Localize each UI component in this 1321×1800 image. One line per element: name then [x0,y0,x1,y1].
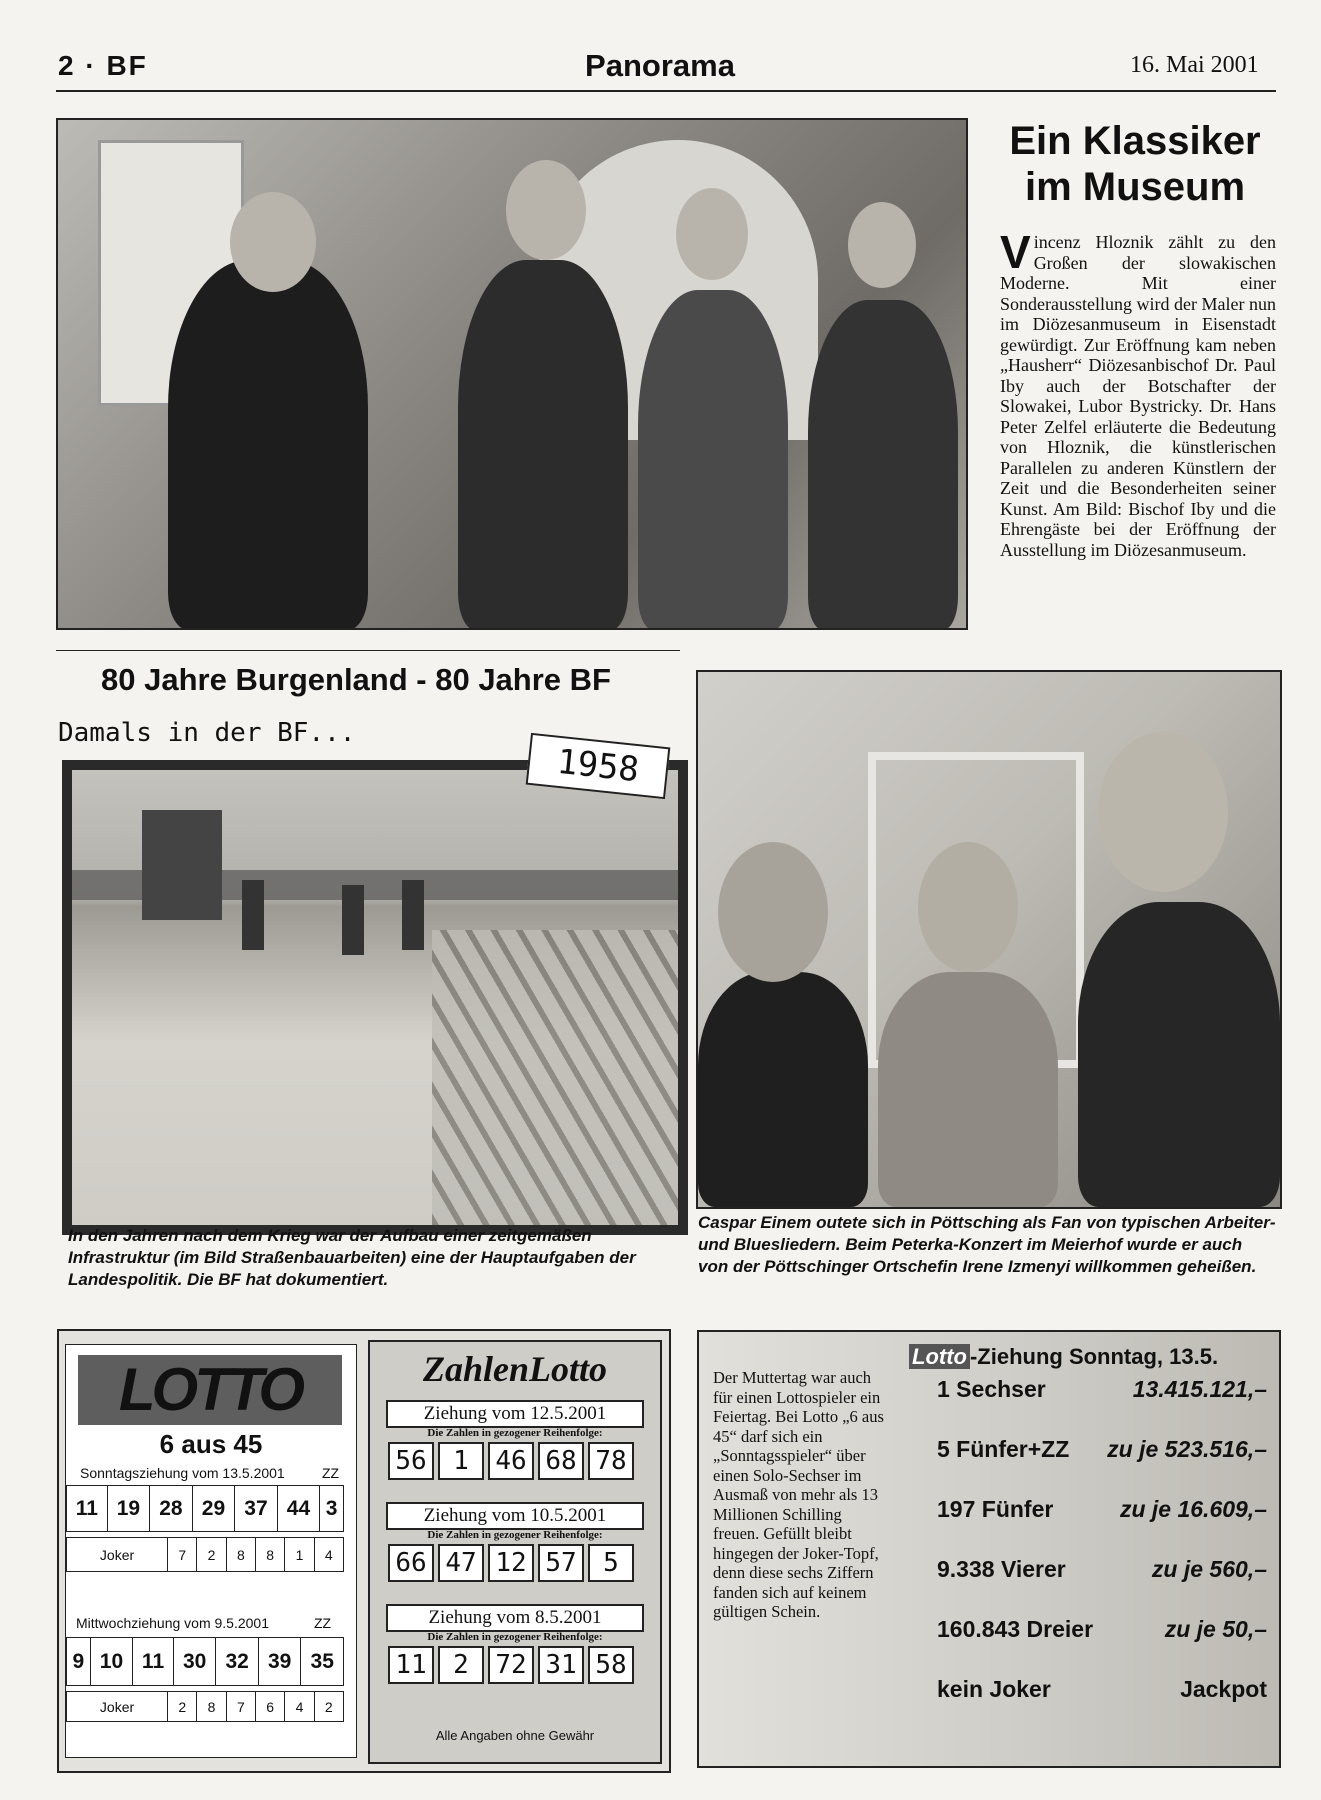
museum-photo [56,118,968,630]
zl-d3-n5: 58 [588,1646,634,1684]
result-row-1-right: 13.415.121,– [1132,1376,1267,1402]
result-row-6-left: kein Joker [937,1676,1051,1702]
draw1-j1: 7 [168,1538,197,1572]
museum-body: incenz Hloznik zählt zu den Großen der slowakischen Moderne. Mit einer Sonderausstellung wird der Maler nun im Diözesanmuseum in Eisenstadt gewürdigt. Zur Eröffnung kam neben „Hausherr“ Diözesanbischof Dr. Paul Iby auch der Botschafter der Slowakei, Lubor Bystricky. Dr. Hans Peter Zelfel erläuterte die Bedeutung von Hloznik, die künstlerischen Parallelen zu anderen Künstlern der Zeit und die Besonderheiten seiner Kunst. Am Bild: Bischof Iby und die Ehrengäste bei der Eröffnung der Ausstellung im Diözesanmuseum. [1000,232,1276,560]
result-row-2-left: 5 Fünfer+ZZ [937,1436,1070,1462]
result-row-1-left: 1 Sechser [937,1376,1046,1402]
zl-d1-n5: 78 [588,1442,634,1480]
bishop-figure [168,260,368,630]
draw1-n3: 28 [150,1486,193,1532]
draw1-j3: 8 [226,1538,255,1572]
roller [142,810,222,920]
joker-label-1: Joker [67,1538,168,1572]
zl-draw3-label: Ziehung vom 8.5.2001 [386,1604,644,1632]
draw1-n2: 19 [107,1486,150,1532]
zl-d1-n3: 46 [488,1442,534,1480]
guest-head-2 [676,188,748,280]
result-row-2-right: zu je 523.516,– [1107,1436,1267,1462]
zl-d2-n4: 57 [538,1544,584,1582]
draw1-j5: 1 [285,1538,314,1572]
results-brand: Lotto [909,1344,970,1369]
guest-figure-1 [458,260,628,630]
zl-disclaimer: Alle Angaben ohne Gewähr [435,1728,595,1743]
draw2-j1: 2 [168,1692,197,1722]
header-rule [56,90,1276,92]
zl-d2-n1: 66 [388,1544,434,1582]
woman-2-head [918,842,1018,972]
concert-caption: Caspar Einem outete sich in Pöttsching als Fan von typischen Arbeiter- und Bluesliedern. Beim Peterka-Konzert im Meierhof wurde er auch von der Pöttschinger Ortschefin Irene Izmenyi willkommen geheißen. [698,1213,1276,1276]
year-tag: 1958 [526,733,671,799]
draw2-zz-number: 35 [301,1638,344,1686]
results-heading-rest: -Ziehung Sonntag, 13.5. [969,1344,1219,1369]
draw1-n5: 37 [235,1486,278,1532]
mid-rule [56,650,680,651]
draw1-j4: 8 [256,1538,285,1572]
zl-d2-n2: 47 [438,1544,484,1582]
draw2-n1: 9 [67,1638,91,1686]
museum-title [990,118,1280,210]
zahlenlotto-logo: ZahlenLotto [422,1349,607,1389]
draw1-j2: 2 [197,1538,226,1572]
guest-head-3 [848,202,916,288]
draw2-j6: 2 [314,1692,343,1722]
draw1-n4: 29 [192,1486,235,1532]
zl-d3-n4: 31 [538,1646,584,1684]
issue-date: 16. Mai 2001 [1130,52,1259,78]
zl-draw3-order: Die Zahlen in gezogener Reihenfolge: [427,1631,603,1643]
result-row-5-left: 160.843 Dreier [937,1616,1094,1642]
bishop-head [230,192,316,292]
results-box [697,1330,1281,1768]
section-title: Panorama [585,48,735,83]
zl-draw2-order: Die Zahlen in gezogener Reihenfolge: [427,1529,603,1541]
results-table [937,1372,1267,1752]
dropcap: V [1000,226,1031,278]
zl-d3-n1: 11 [388,1646,434,1684]
draw2-label: Mittwochziehung vom 9.5.2001 [76,1615,269,1631]
draw2-j3: 7 [226,1692,255,1722]
zl-d1-n4: 68 [538,1442,584,1480]
draw1-joker [66,1537,344,1572]
museum-article [1000,226,1276,560]
draw1-zz: ZZ [322,1465,340,1481]
results-text: Der Muttertag war auch für einen Lottospieler ein Feiertag. Bei Lotto „6 aus 45“ darf sich ein „Sonntagsspieler“ über einen Solo-Sechser im Ausmaß von mehr als 13 Millionen Schilling freuen. Gefüllt bleibt hingegen der Joker-Topf, denn diese sechs Ziffern fanden sich auf keinem gültigen Schein. [713,1368,884,1621]
worker-3 [402,880,424,950]
lotto-game: 6 aus 45 [159,1429,263,1459]
museum-title-line1: Ein Klassiker [1009,119,1261,163]
zl-d2-n5: 5 [588,1544,634,1582]
draw2-n5: 32 [216,1638,259,1686]
draw2-n2: 10 [90,1638,133,1686]
fence [432,930,678,1225]
draw1-n1: 11 [67,1486,108,1532]
zl-draw1-label: Ziehung vom 12.5.2001 [386,1400,644,1428]
results-heading [909,1344,1218,1370]
result-row-3-right: zu je 16.609,– [1119,1496,1267,1522]
draw1-n6: 44 [277,1486,320,1532]
draw2-j4: 6 [256,1692,285,1722]
draw2-joker [66,1691,344,1722]
result-row-4-left: 9.338 Vierer [937,1556,1066,1582]
guest-head-1 [506,160,586,260]
result-row-4-right: zu je 560,– [1151,1556,1267,1582]
concert-photo [696,670,1282,1209]
guest-figure-3 [808,300,958,630]
draw1-label: Sonntagsziehung vom 13.5.2001 [80,1465,285,1481]
zl-draw1-numbers [388,1442,650,1480]
zl-draw2-label: Ziehung vom 10.5.2001 [386,1502,644,1530]
draw2-zz: ZZ [314,1615,332,1631]
history-subtitle: Damals in der BF... [58,718,356,748]
woman-1-figure [698,972,868,1207]
worker-1 [242,880,264,950]
lotto-box [65,1344,357,1758]
result-row-3-left: 197 Fünfer [937,1496,1054,1522]
page-label: 2 · BF [58,50,148,81]
man-head [1098,732,1228,892]
museum-title-line2: im Museum [1024,165,1246,209]
zl-d3-n2: 2 [438,1646,484,1684]
draw1-zz-number: 3 [320,1486,344,1532]
history-caption: In den Jahren nach dem Krieg war der Aufbau einer zeitgemäßen Infrastruktur (im Bild Straßenbauarbeiten) eine der Hauptaufgaben der Landespolitik. Die BF hat dokumentiert. [68,1226,636,1289]
worker-2 [342,885,364,955]
joker-label-2: Joker [67,1692,168,1722]
zl-d1-n2: 1 [438,1442,484,1480]
zl-d1-n1: 56 [388,1442,434,1480]
zl-draw2-numbers [388,1544,650,1582]
zahlenlotto-box [368,1340,662,1764]
draw2-j5: 4 [285,1692,314,1722]
woman-1-head [718,842,828,982]
draw1-j6: 4 [314,1538,343,1572]
zl-draw3-numbers [388,1646,650,1684]
zl-d3-n3: 72 [488,1646,534,1684]
draw2-j2: 8 [197,1692,226,1722]
roadwork-photo [62,760,688,1235]
man-figure [1078,902,1280,1207]
woman-2-figure [878,972,1058,1207]
zl-d2-n3: 12 [488,1544,534,1582]
guest-figure-2 [638,290,788,630]
zl-draw1-order: Die Zahlen in gezogener Reihenfolge: [427,1427,603,1439]
draw2-n3: 11 [133,1638,174,1686]
draw2-n6: 39 [258,1638,301,1686]
history-title: 80 Jahre Burgenland - 80 Jahre BF [101,662,611,697]
draw2-numbers [66,1637,344,1686]
result-row-6-right: Jackpot [1180,1676,1267,1702]
result-row-5-right: zu je 50,– [1164,1616,1267,1642]
draw1-numbers [66,1485,344,1532]
lotto-logo: LOTTO [78,1355,342,1425]
draw2-n4: 30 [173,1638,216,1686]
